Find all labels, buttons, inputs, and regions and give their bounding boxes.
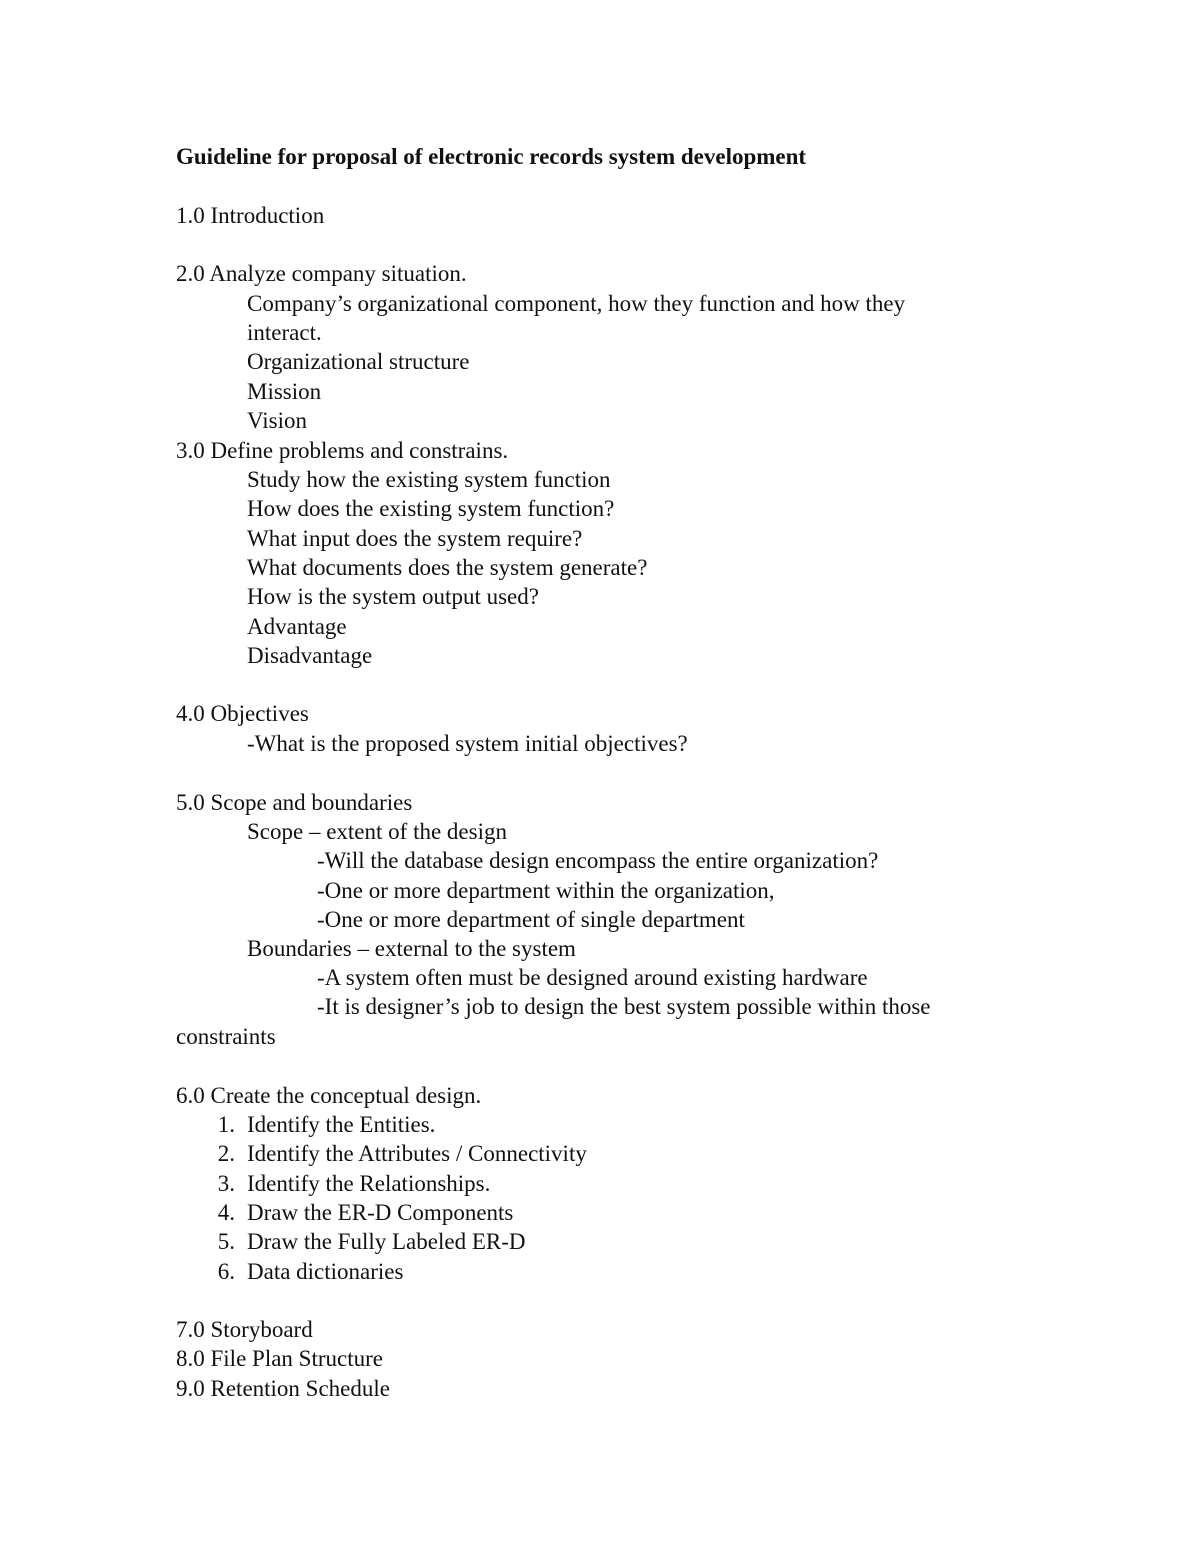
section-6-heading: 6.0 Create the conceptual design. xyxy=(176,1083,482,1108)
section-2-item: interact. xyxy=(247,320,322,345)
list-number: 2. xyxy=(217,1141,235,1166)
list-item: Identify the Relationships. xyxy=(247,1171,491,1196)
section-2-item: Company’s organizational component, how they function and how they xyxy=(247,291,906,316)
section-3-item: How does the existing system function? xyxy=(247,496,615,521)
boundaries-label: Boundaries – external to the system xyxy=(247,936,576,961)
section-9-heading: 9.0 Retention Schedule xyxy=(176,1376,390,1401)
section-1-heading: 1.0 Introduction xyxy=(176,203,325,228)
list-item: Identify the Entities. xyxy=(247,1112,436,1137)
list-item: Draw the ER-D Components xyxy=(247,1200,514,1225)
section-7-heading: 7.0 Storyboard xyxy=(176,1317,313,1342)
section-8-heading: 8.0 File Plan Structure xyxy=(176,1346,383,1371)
boundaries-item: -A system often must be designed around existing hardware xyxy=(317,965,868,990)
list-number: 4. xyxy=(217,1200,235,1225)
list-number: 5. xyxy=(217,1229,235,1254)
section-4-heading: 4.0 Objectives xyxy=(176,701,309,726)
section-3-item: How is the system output used? xyxy=(247,584,539,609)
section-2-item: Mission xyxy=(247,379,322,404)
document-title: Guideline for proposal of electronic records system development xyxy=(176,144,807,169)
list-number: 3. xyxy=(217,1171,235,1196)
list-number: 1. xyxy=(217,1112,235,1137)
section-2-heading: 2.0 Analyze company situation. xyxy=(176,261,467,286)
scope-item: -One or more department of single department xyxy=(317,907,745,932)
scope-item: -Will the database design encompass the entire organization? xyxy=(317,848,879,873)
section-2-item: Organizational structure xyxy=(247,349,470,374)
boundaries-item: -It is designer’s job to design the best system possible within those xyxy=(317,994,931,1019)
list-item: Draw the Fully Labeled ER-D xyxy=(247,1229,526,1254)
section-3-item: What documents does the system generate? xyxy=(247,555,648,580)
section-3-item: What input does the system require? xyxy=(247,526,583,551)
section-3-heading: 3.0 Define problems and constrains. xyxy=(176,438,509,463)
boundaries-continuation: constraints xyxy=(176,1024,276,1049)
list-item: Identify the Attributes / Connectivity xyxy=(247,1141,587,1166)
section-2-item: Vision xyxy=(247,408,307,433)
scope-label: Scope – extent of the design xyxy=(247,819,507,844)
list-number: 6. xyxy=(217,1259,235,1284)
section-4-item: -What is the proposed system initial objectives? xyxy=(247,731,688,756)
scope-item: -One or more department within the organization, xyxy=(317,878,775,903)
section-3-item: Advantage xyxy=(247,614,347,639)
section-3-item: Study how the existing system function xyxy=(247,467,611,492)
list-item: Data dictionaries xyxy=(247,1259,404,1284)
section-5-heading: 5.0 Scope and boundaries xyxy=(176,790,413,815)
section-3-item: Disadvantage xyxy=(247,643,373,668)
